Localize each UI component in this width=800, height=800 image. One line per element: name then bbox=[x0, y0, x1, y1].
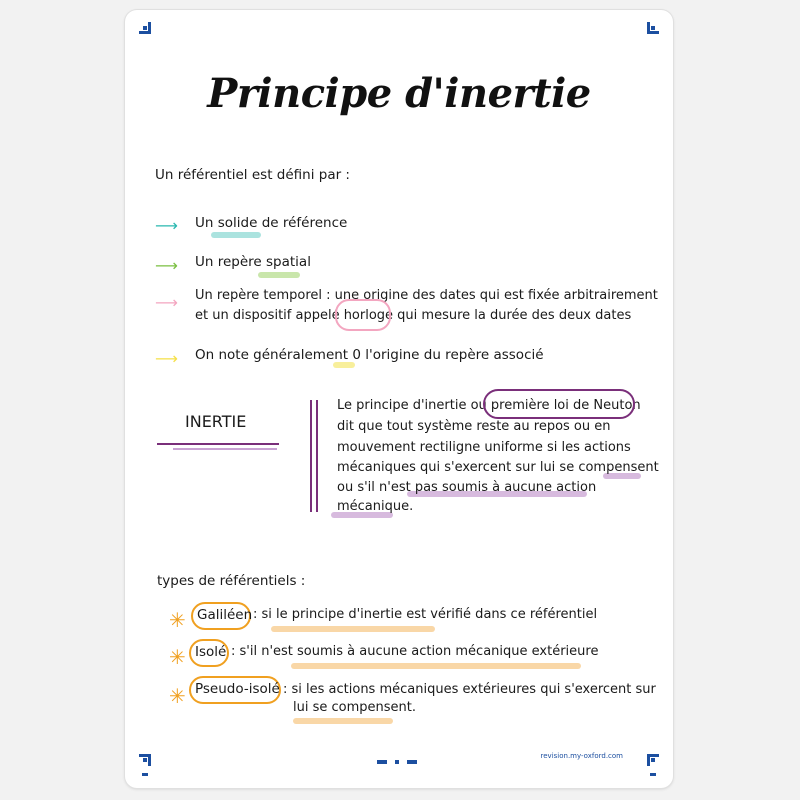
highlight bbox=[211, 232, 261, 238]
corner-mark-top-left bbox=[139, 22, 151, 34]
page-title: Principe d'inertie bbox=[207, 70, 591, 117]
highlight bbox=[258, 272, 300, 278]
type-term: Isolé bbox=[195, 644, 227, 660]
corner-tick bbox=[650, 773, 656, 776]
referentiel-item: Un solide de référence bbox=[195, 215, 348, 231]
types-intro: types de référentiels : bbox=[157, 573, 306, 589]
inertie-line: ou s'il n'est pas soumis à aucune action bbox=[337, 480, 597, 495]
referentiel-item: Un repère spatial bbox=[195, 254, 311, 270]
vertical-bar bbox=[316, 400, 318, 512]
highlight bbox=[271, 626, 435, 632]
type-term: Galiléen bbox=[197, 607, 253, 623]
inertie-line: dit que tout système reste au repos ou en bbox=[337, 419, 611, 434]
circle-mark bbox=[335, 299, 391, 331]
highlight bbox=[291, 663, 581, 669]
type-description: : si le principe d'inertie est vérifié dans ce référentiel bbox=[253, 607, 598, 622]
footer-url[interactable]: revision.my-oxford.com bbox=[540, 752, 623, 760]
inertie-line: mécaniques qui s'exercent sur lui se compensent bbox=[337, 460, 659, 475]
asterisk-icon: ✳ bbox=[169, 684, 186, 708]
referentiel-item: On note généralement 0 l'origine du repère associé bbox=[195, 347, 544, 363]
type-term: Pseudo-isolé bbox=[195, 681, 280, 697]
corner-mark-bottom-left bbox=[139, 754, 151, 766]
type-description: : si les actions mécaniques extérieures qui s'exercent sur bbox=[283, 682, 656, 697]
vertical-bar bbox=[310, 400, 312, 512]
corner-mark-bottom-right bbox=[647, 754, 659, 766]
type-description: : s'il n'est soumis à aucune action mécanique extérieure bbox=[231, 644, 599, 659]
type-description-line2: lui se compensent. bbox=[293, 700, 416, 715]
inertie-line: Le principe d'inertie ou première loi de Neuton bbox=[337, 398, 641, 413]
asterisk-icon: ✳ bbox=[169, 645, 186, 669]
revision-card bbox=[125, 10, 673, 788]
referentiel-item-line2: et un dispositif appelé horloge qui mesure la durée des deux dates bbox=[195, 308, 632, 323]
arrow-icon: ⟶ bbox=[155, 216, 178, 235]
referentiel-intro: Un référentiel est défini par : bbox=[155, 167, 350, 183]
underline bbox=[173, 448, 277, 450]
corner-tick bbox=[142, 773, 148, 776]
referentiel-item-line1: Un repère temporel : une origine des dates qui est fixée arbitrairement bbox=[195, 288, 658, 303]
corner-mark-top-right bbox=[647, 22, 659, 34]
inertie-line: mouvement rectiligne uniforme si les actions bbox=[337, 440, 631, 455]
underline bbox=[157, 443, 279, 445]
inertie-line: mécanique. bbox=[337, 499, 414, 514]
arrow-icon: ⟶ bbox=[155, 256, 178, 275]
asterisk-icon: ✳ bbox=[169, 608, 186, 632]
inertie-heading: INERTIE bbox=[185, 412, 247, 431]
highlight bbox=[293, 718, 393, 724]
circle-mark bbox=[483, 389, 635, 419]
arrow-icon: ⟶ bbox=[155, 293, 178, 312]
arrow-icon: ⟶ bbox=[155, 349, 178, 368]
